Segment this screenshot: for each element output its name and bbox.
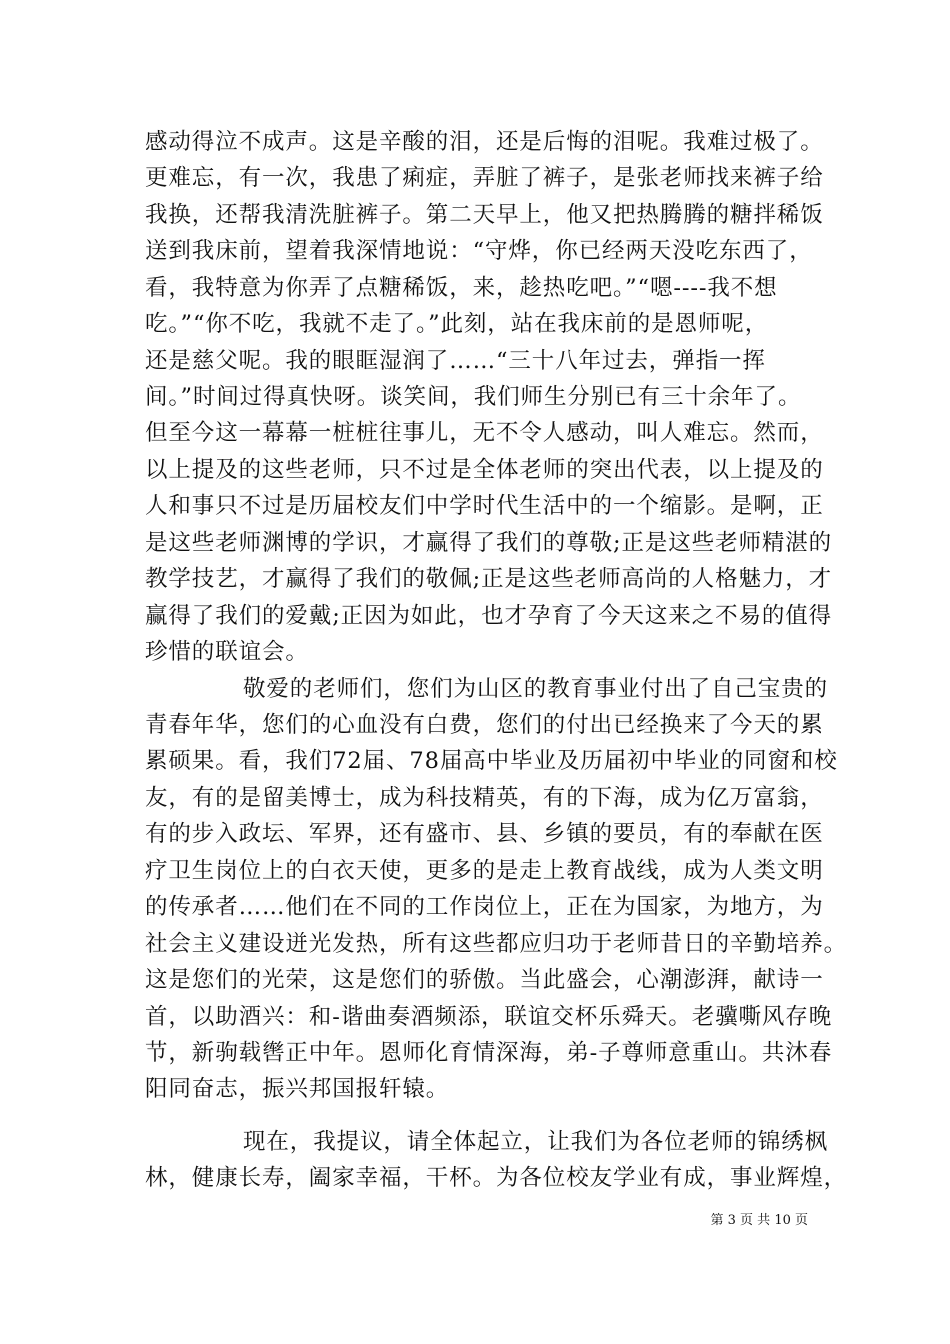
text-line: 阳同奋志，振兴邦国报轩辕。 [145,1076,450,1102]
text-line: 间。”时间过得真快呀。谈笑间，我们师生分别已有三十余年了。 [145,384,802,410]
text-line: 教学技艺，才赢得了我们的敬佩;正是这些老师高尚的人格魅力，才 [145,566,833,592]
text-line: 是这些老师渊博的学识，才赢得了我们的尊敬;正是这些老师精湛的 [145,530,833,556]
text-line: 珍惜的联谊会。 [145,639,309,665]
text-line: 节，新驹载辔正中年。恩师化育情深海，弟-子尊师意重山。共沐春 [145,1040,833,1066]
text-line: 还是慈父呢。我的眼眶湿润了……“三十八年过去，弹指一挥 [145,348,766,374]
text-line: 送到我床前，望着我深情地说：“守烨，你已经两天没吃东西了， [145,238,813,264]
paragraph-start-line: 敬爱的老师们，您们为山区的教育事业付出了自己宝贵的 [243,676,829,702]
page-number-footer: 第 3 页 共 10 页 [710,1213,808,1228]
text-line: 社会主义建设迸光发热，所有这些都应归功于老师昔日的辛勤培养。 [145,931,848,957]
text-line: 首，以助酒兴：和-谐曲奏酒频添，联谊交杯乐舜天。老骥嘶风存晚 [145,1004,833,1030]
text-line: 以上提及的这些老师，只不过是全体老师的突出代表，以上提及的 [145,457,824,483]
text-line: 人和事只不过是历届校友们中学时代生活中的一个缩影。是啊，正 [145,493,824,519]
text-line: 累硕果。看，我们72届、78届高中毕业及历届初中毕业的同窗和校 [145,748,838,774]
text-line: 疗卫生岗位上的白衣天使，更多的是走上教育战线，成为人类文明 [145,858,824,884]
text-line: 青春年华，您们的心血没有白费，您们的付出已经换来了今天的累 [145,712,824,738]
text-line: 林，健康长寿，阖家幸福，干杯。为各位校友学业有成，事业辉煌， [145,1165,848,1191]
text-line: 但至今这一幕幕一桩桩往事儿，无不令人感动，叫人难忘。然而， [145,420,824,446]
text-line: 更难忘，有一次，我患了痢症，弄脏了裤子，是张老师找来裤子给 [145,165,824,191]
text-line: 我换，还帮我清洗脏裤子。第二天早上，他又把热腾腾的糖拌稀饭 [145,202,824,228]
text-line: 友，有的是留美博士，成为科技精英，有的下海，成为亿万富翁， [145,785,824,811]
text-line: 这是您们的光荣，这是您们的骄傲。当此盛会，心潮澎湃，献诗一 [145,967,824,993]
text-line: 吃。”“你不吃，我就不走了。”此刻，站在我床前的是恩师呢， [145,311,769,337]
text-line: 的传承者……他们在不同的工作岗位上，正在为国家，为地方，为 [145,894,824,920]
text-line: 有的步入政坛、军界，还有盛市、县、乡镇的要员，有的奉献在医 [145,821,824,847]
text-line: 感动得泣不成声。这是辛酸的泪，还是后悔的泪呢。我难过极了。 [145,129,824,155]
paragraph-start-line: 现在，我提议，请全体起立，让我们为各位老师的锦绣枫 [243,1129,829,1155]
text-line: 看，我特意为你弄了点糖稀饭，来，趁热吃吧。”“嗯----我不想 [145,275,778,301]
text-line: 赢得了我们的爱戴;正因为如此，也才孕育了今天这来之不易的值得 [145,603,833,629]
